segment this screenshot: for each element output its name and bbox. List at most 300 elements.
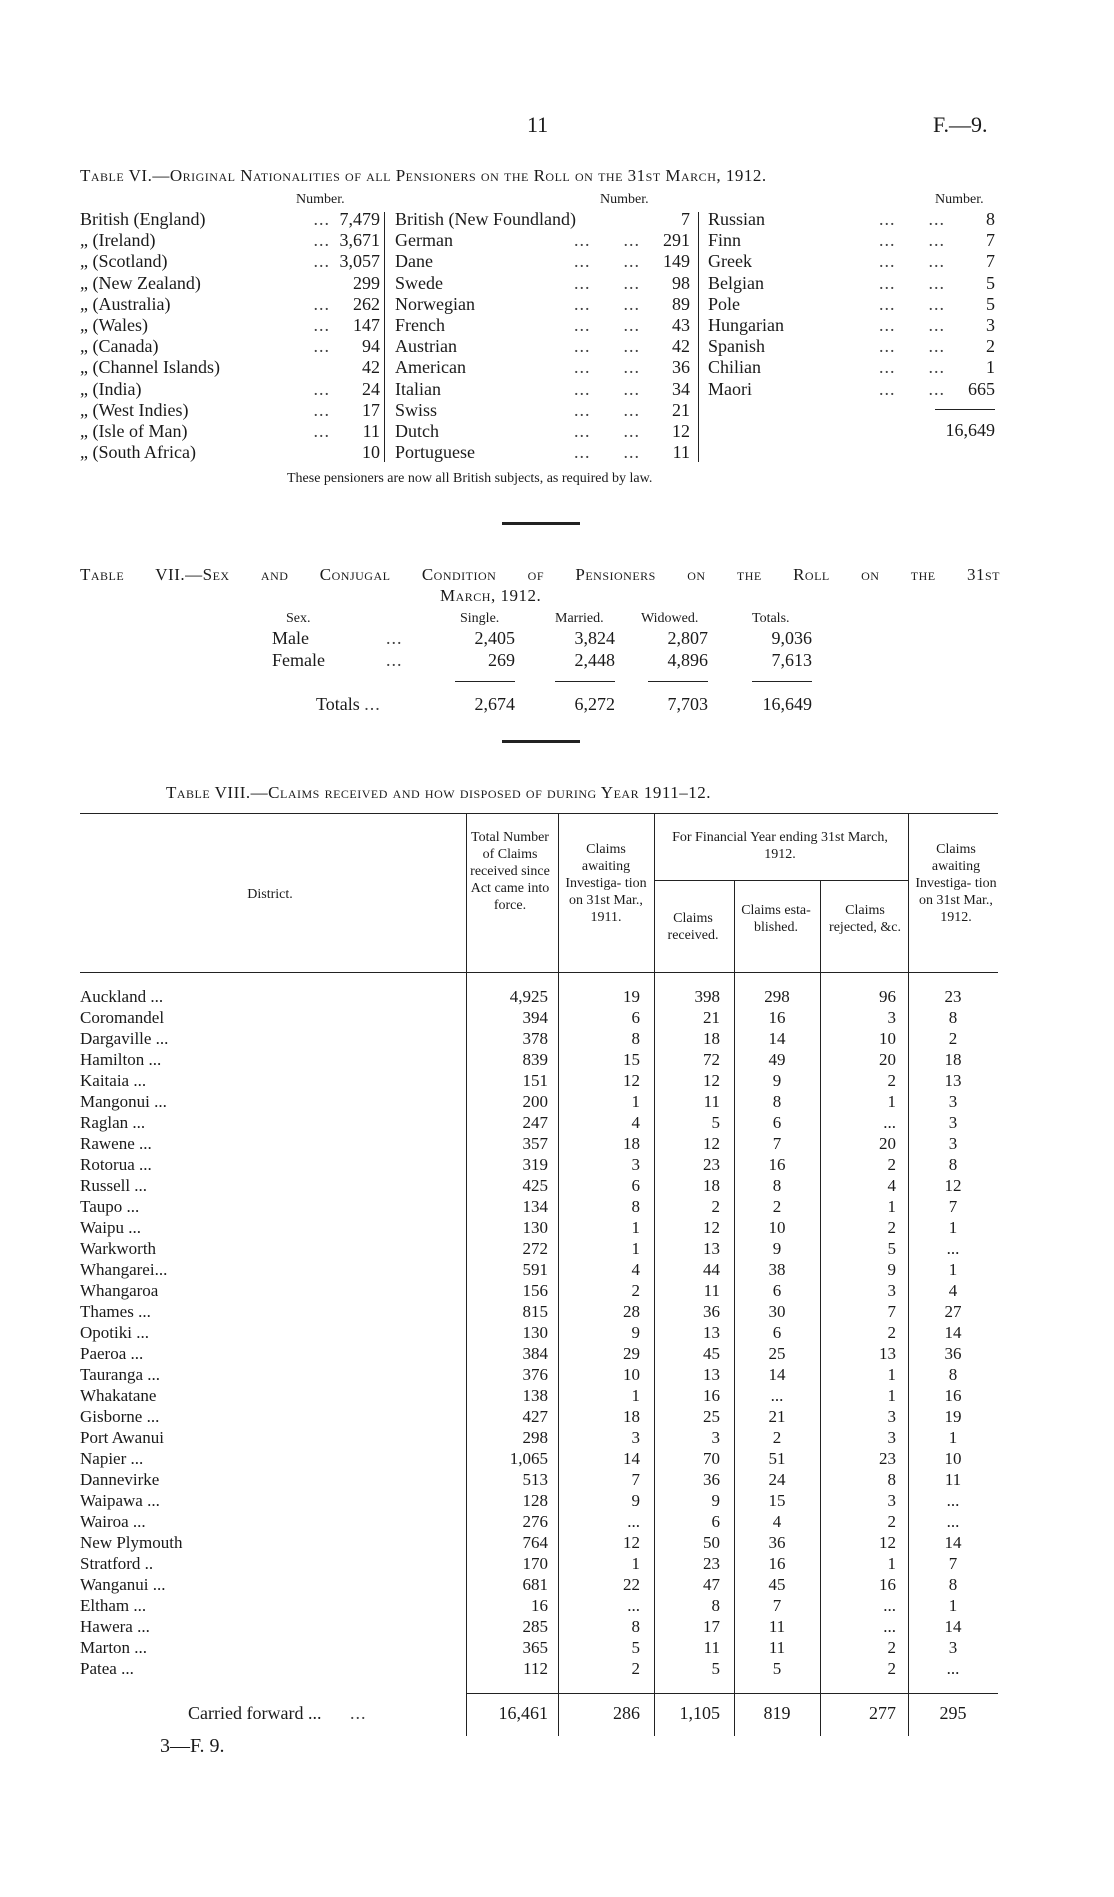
table6-entry-number: 24 (362, 378, 380, 399)
table8-total-cell: 16 (531, 1596, 548, 1615)
table8-established-cell: 14 (768, 1365, 786, 1384)
table6-entry-name: British (New Foundland) (395, 209, 576, 229)
table6-entry-name: American (395, 357, 466, 378)
table-row (80, 1553, 998, 1574)
table8-received-cell: 5 (711, 1659, 720, 1678)
table6-entry-dots: ... (313, 336, 330, 357)
table8-established-cell: 30 (768, 1302, 786, 1321)
table8-header-rejected: Claims rejected, &c. (829, 903, 901, 935)
table6-entry-number: 665 (968, 378, 995, 399)
table-row (80, 1637, 998, 1658)
table6-entry-dots: ... ... (879, 230, 945, 251)
table8-total-cell: 394 (522, 1008, 548, 1027)
table8-total-cell: 319 (522, 1155, 548, 1174)
table8-district-cell: Tauranga ... (80, 1365, 160, 1384)
table6-entry-name: „ (Scotland) (80, 251, 168, 272)
table8-awaiting-1912-cell: 13 (944, 1071, 962, 1090)
table8-received-cell: 12 (703, 1071, 720, 1090)
table-row (80, 1532, 998, 1553)
table7-row-label: Male (272, 628, 309, 648)
table8-established-cell: 2 (772, 1428, 782, 1447)
table6-entry-name: „ (Isle of Man) (80, 421, 188, 441)
table8-established-cell: 6 (772, 1281, 782, 1300)
table6-entry-number: 94 (362, 336, 380, 357)
table8-awaiting-1912-cell: 23 (944, 987, 962, 1006)
table8-established-cell: 38 (768, 1260, 786, 1279)
table6-entry-name: „ (Ireland) (80, 230, 156, 251)
table8-awaiting-1911-cell: 4 (631, 1260, 640, 1279)
table8-total-cell: 298 (522, 1428, 548, 1447)
table8-received-cell: 70 (703, 1449, 720, 1468)
table-row (80, 1133, 998, 1154)
table8-awaiting-1912-cell: ... (946, 1491, 960, 1510)
table8-district-cell: Thames ... (80, 1302, 151, 1321)
table8-received-cell: 13 (703, 1239, 720, 1258)
table-row (80, 1028, 998, 1049)
table-row (80, 1154, 998, 1175)
table-row (80, 1490, 998, 1511)
table8-district-cell: Wairoa ... (80, 1512, 146, 1531)
table7-title-line1: Table VII.—Sex and Conjugal Condition of Pensioners on the Roll on the 31st (80, 565, 1000, 584)
table8-rejected-cell: 1 (887, 1092, 896, 1111)
table-row (80, 1175, 998, 1196)
table8-district-cell: Waipu ... (80, 1218, 141, 1237)
table6-entry-number: 8 (986, 209, 995, 229)
table8-awaiting-1912-cell: 7 (948, 1554, 958, 1573)
table7-header-sex: Sex. (286, 611, 311, 626)
table8-established-cell: 24 (768, 1470, 786, 1489)
table6-divider-1 (384, 212, 385, 462)
table8-total-cell: 134 (522, 1197, 548, 1216)
table8-header-awaiting-1912: Claims awaiting Investiga- tion on 31st Mar., 1912. (915, 842, 997, 925)
table8-district-cell: Taupo ... (80, 1197, 140, 1216)
table6-entry-dots: ... ... (574, 230, 640, 251)
table8-carried-rejected: 277 (869, 1703, 896, 1723)
table8-carried-total: 16,461 (498, 1703, 548, 1723)
table6-entry-name: Italian (395, 378, 441, 399)
table8-carried-rule (466, 1693, 998, 1694)
table8-rejected-cell: 2 (887, 1512, 896, 1531)
table8-district-cell: Opotiki ... (80, 1323, 149, 1342)
table8-established-cell: 51 (768, 1449, 786, 1468)
table8-district-cell: Hawera ... (80, 1617, 150, 1636)
table8-received-cell: 13 (703, 1323, 720, 1342)
table8-awaiting-1912-cell: 1 (948, 1260, 958, 1279)
table7-row-dots: ... (386, 628, 403, 648)
table6-entry-number: 11 (672, 442, 690, 463)
table8-established-cell: 6 (772, 1323, 782, 1342)
table6-entry-number: 2 (986, 336, 995, 357)
table6-entry-dots: ... ... (574, 399, 640, 420)
table6-entry-dots: ... ... (574, 378, 640, 399)
table8-established-cell: 49 (768, 1050, 786, 1069)
table8-district-cell: Patea ... (80, 1659, 134, 1678)
table8-awaiting-1912-cell: 8 (948, 1008, 958, 1027)
table8-awaiting-1912-cell: 4 (948, 1281, 958, 1300)
table7-title-line2: March, 1912. (440, 586, 542, 605)
table8-header-financial-year: For Financial Year ending 31st March, 1912. (672, 830, 888, 862)
table6-entry-dots: ... (313, 378, 330, 399)
table8-awaiting-1912-cell: 8 (948, 1575, 958, 1594)
table-row (80, 1427, 998, 1448)
table8-awaiting-1911-cell: 4 (631, 1113, 640, 1132)
table8-rejected-cell: 7 (887, 1302, 896, 1321)
table6-entry-dots: ... (313, 209, 330, 229)
table7-header-single: Single. (460, 611, 500, 626)
table8-awaiting-1912-cell: 8 (948, 1155, 958, 1174)
table8-district-cell: Napier ... (80, 1449, 144, 1468)
table8-awaiting-1912-cell: 12 (944, 1176, 962, 1195)
table8-awaiting-1911-cell: 12 (623, 1071, 640, 1090)
table8-district-cell: Auckland ... (80, 987, 164, 1006)
table8-rejected-cell: 3 (887, 1428, 896, 1447)
table7-totals-label (316, 694, 381, 715)
table8-received-cell: 50 (703, 1533, 720, 1552)
table8-awaiting-1911-cell: 6 (631, 1176, 640, 1195)
table8-carried-awaiting-1912: 295 (939, 1703, 967, 1723)
table8-rejected-cell: 20 (879, 1134, 896, 1153)
table6-entry-dots: ... ... (574, 421, 640, 441)
table6-entry-name: Swede (395, 272, 443, 293)
table8-awaiting-1912-cell: 1 (948, 1428, 958, 1447)
table8-received-cell: 18 (703, 1176, 720, 1195)
table8-received-cell: 12 (703, 1218, 720, 1237)
table8-header-district: District. (247, 887, 293, 902)
table8-district-cell: Mangonui ... (80, 1092, 167, 1111)
table8-rejected-cell: ... (883, 1617, 896, 1636)
table-row (80, 1616, 998, 1637)
table6-number-label-1: Number. (296, 192, 345, 207)
table8-carried-established: 819 (763, 1703, 791, 1723)
table8-awaiting-1911-cell: 5 (631, 1638, 640, 1657)
table8-awaiting-1912-cell: ... (946, 1659, 960, 1678)
page-reference: F.—9. (933, 112, 988, 137)
table8-received-cell: 16 (703, 1386, 720, 1405)
table8-header-established: Claims esta- blished. (741, 903, 811, 935)
table8-district-cell: Stratford .. (80, 1554, 154, 1573)
table8-district-cell: Eltham ... (80, 1596, 147, 1615)
table6-entry-name: „ (Canada) (80, 336, 159, 357)
table8-total-cell: 591 (522, 1260, 548, 1279)
table8-awaiting-1911-cell: 9 (631, 1491, 640, 1510)
table8-awaiting-1912-cell: 27 (944, 1302, 962, 1321)
table8-rejected-cell: 1 (887, 1197, 896, 1216)
table6-entry-dots: ... ... (574, 315, 640, 335)
table-row (80, 1217, 998, 1238)
table8-total-cell: 681 (522, 1575, 548, 1594)
table8-rejected-cell: ... (883, 1596, 896, 1615)
table8-rejected-cell: 12 (879, 1533, 896, 1552)
table8-district-cell: Rotorua ... (80, 1155, 152, 1174)
table6-entry-number: 1 (986, 357, 995, 378)
table7-rule-totals (752, 681, 812, 682)
table7-row-single: 269 (488, 650, 515, 670)
table-row (80, 1070, 998, 1091)
table8-total-cell: 285 (522, 1617, 548, 1636)
table6-entry-dots: ... ... (574, 357, 640, 378)
table8-header-bottom-rule (80, 972, 998, 973)
table8-district-cell: Coromandel (80, 1008, 165, 1027)
table8-awaiting-1911-cell: 18 (623, 1407, 640, 1426)
table8-rejected-cell: 2 (887, 1638, 896, 1657)
table8-total-cell: 815 (522, 1302, 548, 1321)
table8-established-cell: 9 (772, 1239, 782, 1258)
table6-entry-dots: ... ... (574, 293, 640, 314)
table8-rejected-cell: 96 (879, 987, 896, 1006)
table-row (80, 1280, 998, 1301)
table8-awaiting-1911-cell: 10 (623, 1365, 640, 1384)
table6-entry-name: Finn (708, 230, 742, 251)
table8-district-cell: Dannevirke (80, 1470, 160, 1489)
table6-entry-name: „ (New Zealand) (80, 272, 201, 293)
table8-rejected-cell: 16 (879, 1575, 896, 1594)
table8-rejected-cell: 10 (879, 1029, 896, 1048)
table8-rejected-cell: ... (883, 1113, 896, 1132)
table6-entry-number: 5 (986, 272, 995, 293)
table8-established-cell: 45 (768, 1575, 786, 1594)
table8-awaiting-1911-cell: 9 (631, 1323, 640, 1342)
table8-awaiting-1911-cell: 1 (631, 1386, 640, 1405)
table8-awaiting-1912-cell: 7 (948, 1197, 958, 1216)
table6-number-label-3: Number. (935, 192, 984, 207)
table8-awaiting-1911-cell: ... (627, 1596, 640, 1615)
table8-rejected-cell: 13 (879, 1344, 896, 1363)
table6-entry-number: 5 (986, 293, 995, 314)
table7-rule-married (555, 681, 615, 682)
table8-established-cell: 5 (772, 1659, 782, 1678)
table6-entry-name: Greek (708, 251, 752, 272)
table8-rejected-cell: 4 (887, 1176, 896, 1195)
table8-total-cell: 151 (522, 1071, 548, 1090)
table6-entry-number: 17 (362, 399, 380, 420)
table8-established-cell: 9 (772, 1071, 782, 1090)
table7-rule-single (455, 681, 515, 682)
table8-established-cell: 8 (772, 1176, 782, 1195)
table6-entry-dots: ... ... (574, 272, 640, 293)
table8-district-cell: Whangaroa (80, 1281, 159, 1300)
table7-totals-single: 2,674 (474, 694, 515, 714)
table8-awaiting-1912-cell: 10 (944, 1449, 962, 1468)
table8-received-cell: 72 (703, 1050, 720, 1069)
table8-total-cell: 112 (523, 1659, 548, 1678)
table6-entry-name: Pole (708, 293, 741, 314)
table8-district-cell: Raglan ... (80, 1113, 146, 1132)
table6-entry-number: 7 (986, 230, 995, 251)
table8-received-cell: 9 (711, 1491, 720, 1510)
table8-established-cell: 2 (772, 1197, 782, 1216)
table7-totals-widowed: 7,703 (667, 694, 708, 714)
table8-awaiting-1912-cell: 19 (944, 1407, 962, 1426)
table6-entry-dots: ... (313, 399, 330, 420)
table8-awaiting-1912-cell: 8 (948, 1365, 958, 1384)
table8-awaiting-1911-cell: 1 (631, 1554, 640, 1573)
table7-totals-dots: ... (364, 694, 381, 714)
table6-entry-name: „ (India) (80, 378, 142, 399)
table8-awaiting-1912-cell: 2 (948, 1029, 958, 1048)
table6-entry-name: Dutch (395, 421, 439, 441)
table8-district-cell: Gisborne ... (80, 1407, 160, 1426)
table8-total-cell: 839 (522, 1050, 548, 1069)
table8-awaiting-1912-cell: 16 (944, 1386, 962, 1405)
table8-district-cell: Wanganui ... (80, 1575, 166, 1594)
table8-total-cell: 378 (522, 1029, 548, 1048)
table8-received-cell: 11 (703, 1281, 720, 1300)
table8-established-cell: 21 (768, 1407, 786, 1426)
table8-awaiting-1912-cell: 1 (948, 1218, 958, 1237)
table8-awaiting-1912-cell: 1 (948, 1596, 958, 1615)
table-row (80, 1196, 998, 1217)
table8-header-received: Claims received. (667, 911, 719, 943)
table8-awaiting-1912-cell: 3 (948, 1113, 958, 1132)
table-row (80, 1448, 998, 1469)
table8-rejected-cell: 1 (887, 1365, 896, 1384)
table8-total-cell: 513 (522, 1470, 548, 1489)
table-row (80, 1406, 998, 1427)
table6-entry-name: Dane (395, 251, 433, 272)
table6-entry-number: 42 (672, 336, 690, 357)
table8-total-cell: 130 (522, 1323, 548, 1342)
table8-received-cell: 11 (703, 1092, 720, 1111)
table8-awaiting-1911-cell: 8 (631, 1617, 640, 1636)
table6-divider-2 (698, 212, 699, 462)
table-row (80, 1007, 998, 1028)
table8-total-cell: 138 (522, 1386, 548, 1405)
table8-rejected-cell: 2 (887, 1323, 896, 1342)
table6-entry-dots: ... (313, 421, 330, 441)
table6-entry-name: Austrian (395, 336, 457, 357)
table7-row-widowed: 4,896 (667, 650, 708, 670)
table7-row-widowed: 2,807 (667, 628, 708, 648)
table8-received-cell: 11 (703, 1638, 720, 1657)
table8-fy-rule (654, 880, 908, 881)
table6-entry-number: 262 (353, 293, 380, 314)
table6-entry-dots: ... ... (879, 209, 945, 229)
table8-district-cell: Whakatane (80, 1386, 157, 1405)
table8-total-cell: 272 (522, 1239, 548, 1258)
table8-rejected-cell: 9 (887, 1260, 896, 1279)
table6-entry-dots: ... ... (879, 378, 945, 399)
table8-district-cell: Rawene ... (80, 1134, 152, 1153)
table-row (80, 1238, 998, 1259)
table8-total-cell: 156 (522, 1281, 548, 1300)
table8-rejected-cell: 3 (887, 1008, 896, 1027)
table8-awaiting-1911-cell: 12 (623, 1533, 640, 1552)
table6-title: Table VI.—Original Nationalities of all Pensioners on the Roll on the 31st March, 1912. (80, 166, 767, 185)
table8-awaiting-1912-cell: ... (946, 1512, 960, 1531)
table8-carried-awaiting-1911: 286 (613, 1703, 640, 1723)
table6-entry-name: French (395, 315, 445, 335)
table8-district-cell: Marton ... (80, 1638, 148, 1657)
table8-rejected-cell: 2 (887, 1155, 896, 1174)
table8-received-cell: 21 (703, 1008, 720, 1027)
table6-entry-number: 36 (672, 357, 690, 378)
table6-entry-number: 12 (672, 421, 690, 441)
table8-received-cell: 36 (703, 1302, 720, 1321)
table8-rejected-cell: 1 (887, 1554, 896, 1573)
table8-established-cell: 25 (768, 1344, 786, 1363)
table6-entry-name: Spanish (708, 336, 766, 357)
table8-header-total: Total Number of Claims received since Act came into force. (470, 830, 550, 913)
table8-awaiting-1912-cell: 14 (944, 1323, 962, 1342)
table8-district-cell: Hamilton ... (80, 1050, 162, 1069)
table8-total-cell: 1,065 (509, 1449, 548, 1468)
table8-awaiting-1911-cell: 15 (623, 1050, 640, 1069)
table8-awaiting-1911-cell: 22 (623, 1575, 640, 1594)
table8-received-cell: 23 (703, 1554, 720, 1573)
table8-established-cell: 16 (768, 1554, 786, 1573)
table8-title: Table VIII.—Claims received and how disposed of during Year 1911–12. (166, 783, 711, 802)
table6-total: 16,649 (945, 420, 995, 440)
table8-received-cell: 5 (711, 1113, 720, 1132)
table8-district-cell: Port Awanui (80, 1428, 164, 1447)
table-row (80, 1322, 998, 1343)
table6-entry-number: 3 (986, 315, 995, 335)
table6-entry-name: „ (Wales) (80, 315, 149, 335)
table8-rejected-cell: 2 (887, 1218, 896, 1237)
table7-header-totals: Totals. (752, 611, 790, 626)
table8-established-cell: 16 (768, 1155, 786, 1174)
table6-entry-number: 147 (353, 315, 380, 335)
table8-received-cell: 25 (703, 1407, 720, 1426)
table6-total-rule (935, 409, 995, 410)
table8-received-cell: 8 (711, 1596, 720, 1615)
table8-established-cell: ... (770, 1386, 784, 1405)
table8-rejected-cell: 8 (887, 1470, 896, 1489)
table6-entry-dots: ... ... (574, 336, 640, 357)
table6-entry-number: 10 (362, 442, 380, 463)
table7-totals-married: 6,272 (574, 694, 615, 714)
table6-entry-name: Belgian (708, 272, 764, 293)
table8-rejected-cell: 20 (879, 1050, 896, 1069)
table8-total-cell: 170 (522, 1554, 548, 1573)
table7-row-dots: ... (386, 650, 403, 670)
table6-entry-name: Portuguese (395, 442, 475, 463)
table8-total-cell: 276 (522, 1512, 548, 1531)
table8-received-cell: 44 (703, 1260, 720, 1279)
table6-entry-name: Russian (708, 209, 766, 229)
table8-received-cell: 2 (711, 1197, 720, 1216)
table8-awaiting-1911-cell: ... (627, 1512, 640, 1531)
table8-established-cell: 6 (772, 1113, 782, 1132)
table8-awaiting-1912-cell: ... (946, 1239, 960, 1258)
table6-entry-dots: ... (313, 230, 330, 251)
table6-entry-name: Hungarian (708, 315, 784, 335)
table8-awaiting-1911-cell: 2 (631, 1659, 640, 1678)
table8-rejected-cell: 1 (887, 1386, 896, 1405)
table8-rejected-cell: 5 (887, 1239, 896, 1258)
table6-entry-dots: ... ... (879, 357, 945, 378)
section-rule-1 (502, 522, 580, 525)
table6-entry-dots: ... (313, 251, 330, 272)
table6-entry-number: 149 (663, 251, 690, 272)
table8-rejected-cell: 3 (887, 1281, 896, 1300)
table8-awaiting-1911-cell: 3 (631, 1155, 640, 1174)
table-row (80, 1511, 998, 1532)
table8-district-cell: New Plymouth (80, 1533, 183, 1552)
table-row (80, 1343, 998, 1364)
table6-entry-number: 34 (672, 378, 690, 399)
table6-entry-dots: ... (313, 293, 330, 314)
table8-established-cell: 11 (768, 1638, 786, 1657)
table-row (80, 1259, 998, 1280)
table8-total-cell: 764 (522, 1533, 548, 1552)
table6-entry-number: 299 (353, 272, 380, 293)
table6-number-label-2: Number. (600, 192, 649, 207)
table8-awaiting-1912-cell: 11 (944, 1470, 962, 1489)
table8-received-cell: 23 (703, 1155, 720, 1174)
table8-received-cell: 3 (711, 1428, 720, 1447)
table8-awaiting-1911-cell: 6 (631, 1008, 640, 1027)
